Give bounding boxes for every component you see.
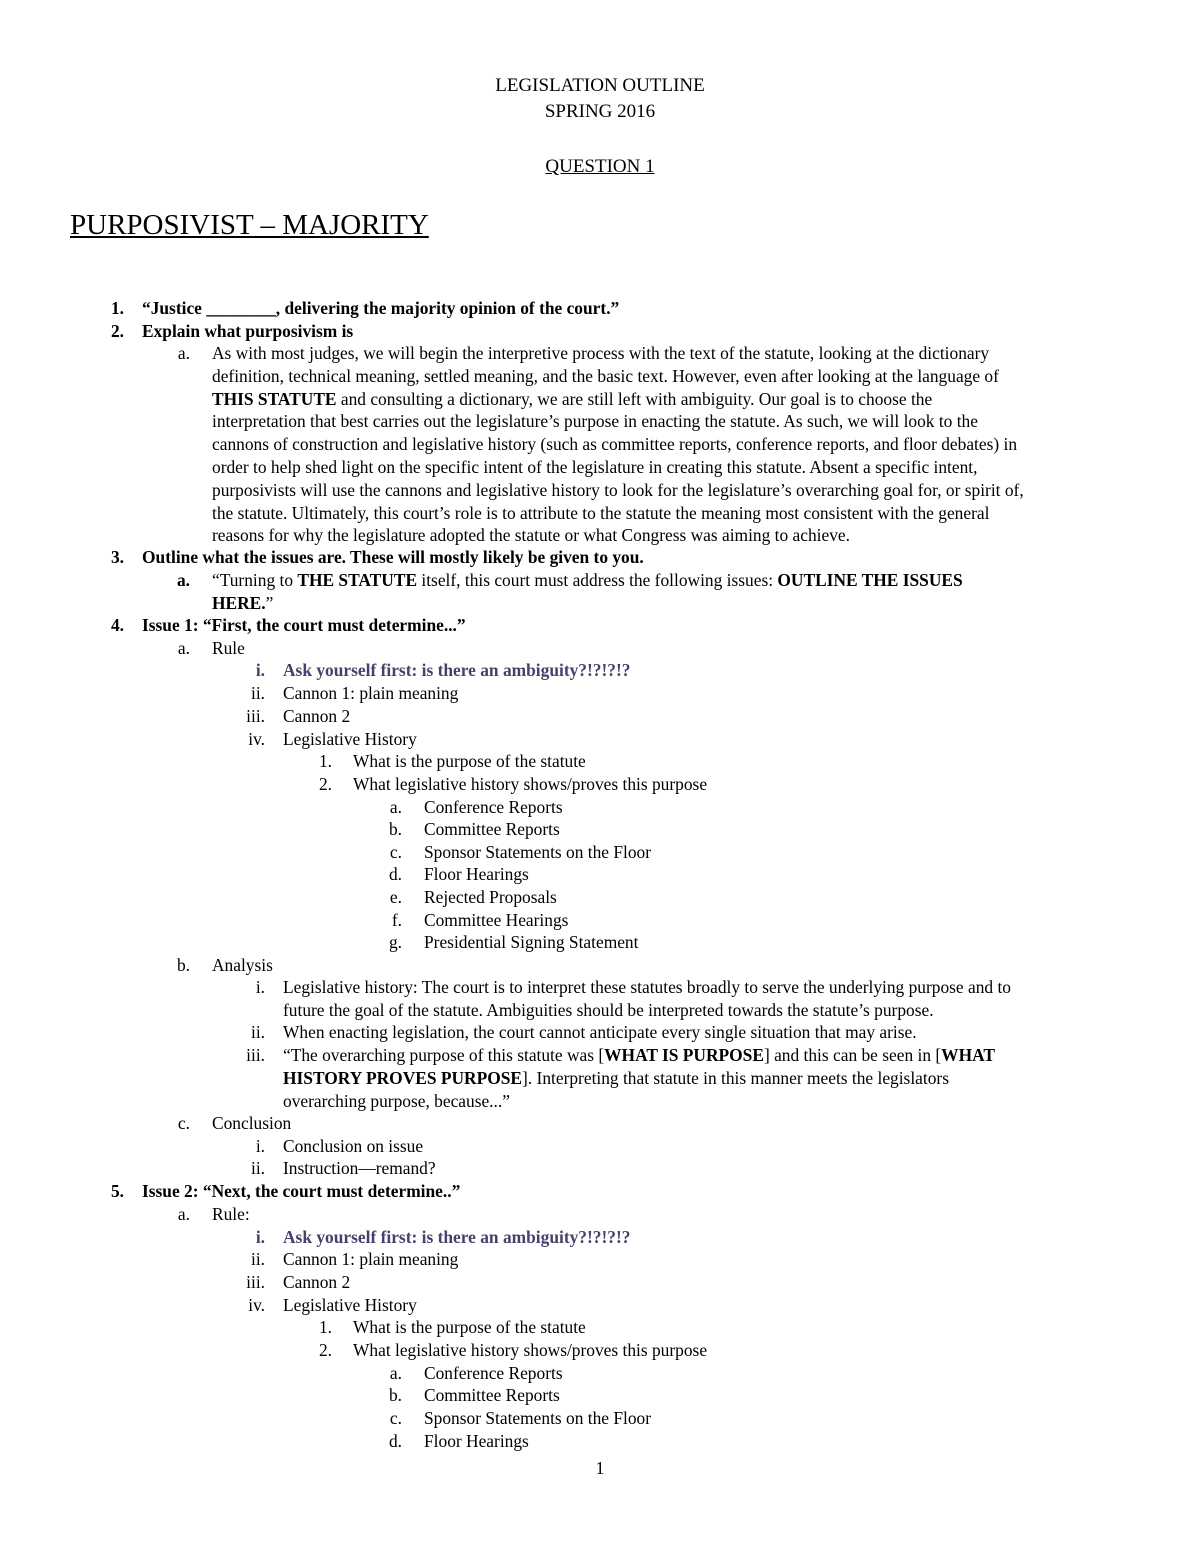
analysis-line: When enacting legislation, the court cannot anticipate every single situation that may arise. [283,1022,917,1042]
issues-text: “Turning to [212,570,298,590]
list-item: Conference Reports [424,1363,563,1383]
list-item: Conference Reports [424,797,563,817]
list-marker: b. [176,955,190,975]
list-item: What legislative history shows/proves this purpose [353,774,708,794]
list-item: Sponsor Statements on the Floor [424,1408,652,1428]
list-marker: iii. [246,1272,265,1292]
list-marker: ii. [250,683,265,703]
analysis-line: overarching purpose, because...” [283,1091,510,1111]
list-marker: i. [255,1227,265,1247]
paragraph-line: order to help shed light on the specific intent of the legislature in creating this statute. Absent a specific intent, [212,456,978,477]
list-marker: d. [388,864,402,884]
list-marker: b. [388,1385,402,1405]
list-marker: a. [177,1204,190,1224]
list-marker: 1. [318,1317,332,1337]
list-item: Cannon 1: plain meaning [283,683,459,703]
list-marker: a. [176,570,190,590]
issues-line [212,592,273,615]
list-marker: 1. [318,751,332,771]
list-marker: d. [388,1431,402,1451]
paragraph-line: interpretation that best carries out the legislature’s purpose in enacting the statute. As such, we will look to the [212,411,978,432]
list-marker: iii. [246,706,265,726]
emphasis: HISTORY PROVES PURPOSE [283,1068,523,1088]
emphasis: OUTLINE THE ISSUES [777,570,963,590]
paragraph-line: reasons for why the legislature adopted the statute or what Congress was aiming to achieve. [212,525,850,546]
list-item: Issue 1: “First, the court must determine...” [142,615,466,635]
list-marker: ii. [250,1022,265,1042]
paragraph-line: definition, technical meaning, settled meaning, and the basic text. However, even after looking at the language of [212,365,999,386]
list-item: Legislative History [283,1295,417,1315]
list-item: What is the purpose of the statute [353,751,586,771]
list-number: 5. [110,1181,124,1201]
paragraph-line: As with most judges, we will begin the interpretive process with the text of the statute, looking at the dictionary [212,343,990,363]
analysis-line [283,1044,995,1067]
list-item: “Justice ________, delivering the majority opinion of the court.” [142,298,620,318]
list-number: 3. [110,547,124,567]
list-marker: e. [389,887,402,907]
list-marker: i. [255,977,265,997]
list-marker: iii. [246,1045,265,1065]
list-marker: iv. [248,1295,265,1315]
list-marker: ii. [250,1158,265,1178]
list-marker: c. [389,842,402,862]
list-item: Presidential Signing Statement [424,932,639,952]
paragraph-line [212,388,1132,411]
analysis-text: ] and this can be seen in [ [763,1045,942,1065]
list-marker: g. [388,932,402,952]
list-number: 1. [110,298,124,318]
question-heading: QUESTION 1 [545,156,655,177]
section-heading: PURPOSIVIST – MAJORITY [70,209,429,241]
list-marker: ii. [250,1249,265,1269]
list-item: Conclusion on issue [283,1136,424,1156]
issues-text: itself, this court must address the following issues: [417,570,778,590]
issues-text: ” [265,593,274,613]
page-number: 1 [595,1458,605,1478]
list-marker: i. [255,660,265,680]
conclusion-label: Conclusion [212,1113,292,1133]
emphasis: WHAT IS PURPOSE [604,1045,764,1065]
emphasis: THE STATUTE [297,570,418,590]
rule-label: Rule: [212,1204,250,1224]
analysis-line: future the goal of the statute. Ambiguities should be interpreted towards the statute’s purpose. [283,1000,934,1020]
list-item: Floor Hearings [424,864,529,884]
list-item: Cannon 2 [283,1272,351,1292]
list-item: Rejected Proposals [424,887,557,907]
list-marker: a. [389,797,402,817]
list-item: What is the purpose of the statute [353,1317,586,1337]
list-item: Instruction—remand? [283,1158,436,1178]
list-item: Floor Hearings [424,1431,529,1451]
list-item: Ask yourself first: is there an ambiguity?!?!?!? [283,660,631,680]
analysis-label: Analysis [212,955,273,975]
list-marker: 2. [318,1340,332,1360]
document-title: LEGISLATION OUTLINE [495,75,705,96]
rule-label: Rule [212,638,245,658]
list-item: Committee Hearings [424,910,569,930]
list-item: What legislative history shows/proves this purpose [353,1340,708,1360]
emphasis: THIS STATUTE [212,388,337,409]
list-item: Issue 2: “Next, the court must determine..” [142,1181,461,1201]
list-marker: a. [177,638,190,658]
list-item: Committee Reports [424,819,560,839]
paragraph-line: the statute. Ultimately, this court’s role is to attribute to the statute the meaning most consistent with the general [212,502,990,523]
list-marker: 2. [318,774,332,794]
list-item: Sponsor Statements on the Floor [424,842,652,862]
list-marker: a. [177,343,190,363]
list-item: Cannon 2 [283,706,351,726]
list-item: Ask yourself first: is there an ambiguity?!?!?!? [283,1227,631,1247]
issues-line [212,569,963,592]
list-item: Explain what purposivism is [142,321,354,341]
emphasis: WHAT [941,1045,995,1065]
list-marker: i. [255,1136,265,1156]
emphasis: HERE. [212,593,266,613]
list-item: Legislative History [283,729,417,749]
list-item: Committee Reports [424,1385,560,1405]
list-item: Cannon 1: plain meaning [283,1249,459,1269]
list-marker: c. [177,1113,190,1133]
list-marker: c. [389,1408,402,1428]
purposivism-paragraph [212,342,1132,547]
list-marker: a. [389,1363,402,1383]
list-number: 2. [110,321,124,341]
analysis-line [283,1067,949,1090]
paragraph-line: cannons of construction and legislative history (such as committee reports, conference reports, and floor debates) in [212,434,1018,455]
analysis-line: Legislative history: The court is to interpret these statutes broadly to serve the underlying purpose and to [283,977,1011,997]
list-marker: iv. [248,729,265,749]
analysis-text: “The overarching purpose of this statute was [ [283,1045,605,1065]
list-marker: f. [391,910,402,930]
paragraph-line: purposivists will use the cannons and legislative history to look for the legislature’s overarching goal for, or spirit of, [212,479,1024,500]
list-item: Outline what the issues are. These will mostly likely be given to you. [142,547,644,567]
analysis-text: ]. Interpreting that statute in this manner meets the legislators [522,1068,949,1088]
list-number: 4. [110,615,124,635]
list-marker: b. [388,819,402,839]
document-term: SPRING 2016 [544,101,656,122]
paragraph-text: and consulting a dictionary, we are still left with ambiguity. Our goal is to choose the [336,388,933,409]
